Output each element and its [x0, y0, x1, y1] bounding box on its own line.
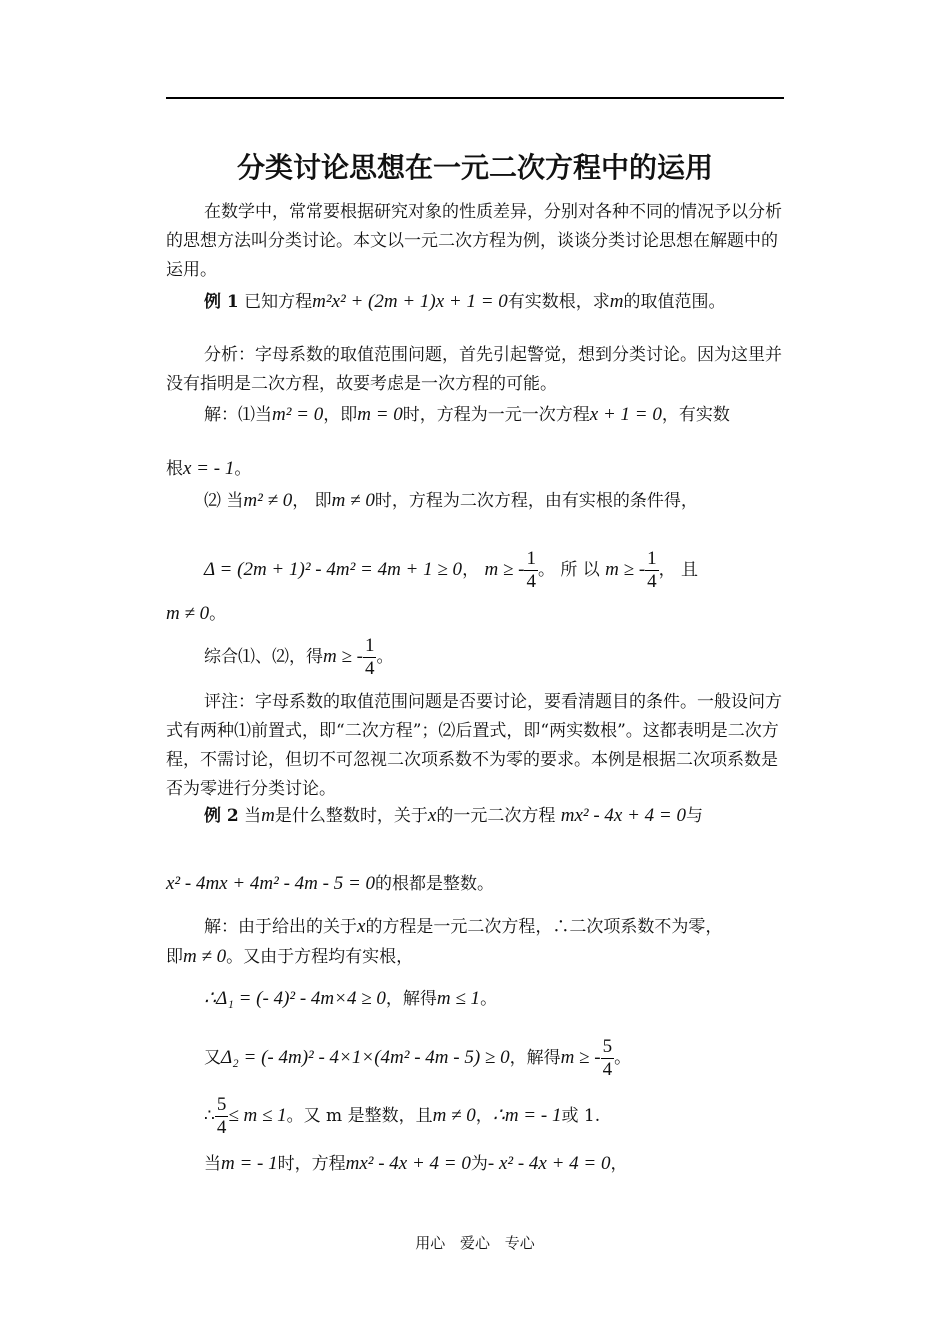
- discriminant-formula: Δ = (2m + 1)² - 4m² = 4m + 1 ≥ 0: [204, 559, 463, 580]
- example-2-label: 例 2: [204, 806, 239, 826]
- header-rule: [166, 97, 784, 99]
- solution-case-1: 解：⑴当m² = 0，即m = 0时，方程为一元一次方程x + 1 = 0，有实数: [204, 404, 730, 425]
- example-2-solution-line-2: 即m ≠ 0。又由于方程均有实根，: [166, 946, 414, 967]
- page-title: 分类讨论思想在一元二次方程中的运用: [236, 151, 713, 184]
- solution-case-1-root: 根x = - 1。: [166, 458, 252, 479]
- example-2-solution-line-1: 解：由于给出的关于x的方程是一元二次方程，∴二次项系数不为零，: [204, 916, 723, 937]
- example-1-equation: m²x² + (2m + 1)x + 1 = 0: [312, 291, 508, 312]
- solution-case-2: ⑵ 当m² ≠ 0， 即m ≠ 0时，方程为二次方程，由有实根的条件得，: [204, 490, 698, 511]
- example-1-statement: 例 1 已知方程m²x² + (2m + 1)x + 1 = 0有实数根，求m的取值范围。: [204, 291, 726, 312]
- discriminant-1-line: ∴Δ₁ = (- 4)² - 4m×4 ≥ 0，解得m ≤ 1。: [204, 988, 498, 1009]
- example-2-statement: 例 2 当m是什么整数时，关于x的一元二次方程 mx² - 4x + 4 = 0与: [204, 805, 703, 826]
- discriminant-line: Δ = (2m + 1)² - 4m² = 4m + 1 ≥ 0， m ≥ - $\frac{1}{4}$ 。 所 以 m ≥ - $\frac{1}{4}$ ， 且: [204, 548, 699, 592]
- example-2-second-equation: x² - 4mx + 4m² - 4m - 5 = 0的根都是整数。: [166, 873, 495, 894]
- analysis-paragraph: 分析：字母系数的取值范围问题，首先引起警觉，想到分类讨论。因为这里并没有指明是二次方程，故要考虑是一次方程的可能。: [166, 345, 782, 394]
- final-case-line: 当m = - 1时，方程mx² - 4x + 4 = 0为- x² - 4x + 4 = 0，: [204, 1153, 628, 1174]
- example-1-label: 例 1: [204, 292, 239, 312]
- range-result-line: ∴ $\frac{5}{4}$ ≤ m ≤ 1。又 m 是整数，且m ≠ 0，∴m = - 1或 1.: [204, 1094, 601, 1138]
- page-footer: 用心 爱心 专心: [415, 1234, 535, 1252]
- case-2-condition: m ≠ 0。: [166, 603, 227, 624]
- example-1-conclusion: 综合⑴、⑵，得m ≥ - $\frac{1}{4}$ 。: [204, 635, 394, 679]
- intro-paragraph: 在数学中，常常要根据研究对象的性质差异，分别对各种不同的情况予以分析的思想方法叫分类讨论。本文以一元二次方程为例，谈谈分类讨论思想在解题中的运用。: [166, 202, 782, 280]
- discriminant-2-line: 又Δ₂ = (- 4m)² - 4×1×(4m² - 4m - 5) ≥ 0，解得m ≥ - $\frac{5}{4}$ 。: [204, 1036, 632, 1080]
- fraction-one-quarter: $\frac{1}{4}$: [526, 548, 536, 592]
- comment-paragraph: 评注：字母系数的取值范围问题是否要讨论，要看清题目的条件。一般设问方式有两种⑴前置式，即“二次方程”；⑵后置式，即“两实数根”。这都表明是二次方程，不需讨论，但切不可忽视二次项系数不为零的要求。本例是根据二次项系数是否为零进行分类讨论。: [166, 692, 782, 799]
